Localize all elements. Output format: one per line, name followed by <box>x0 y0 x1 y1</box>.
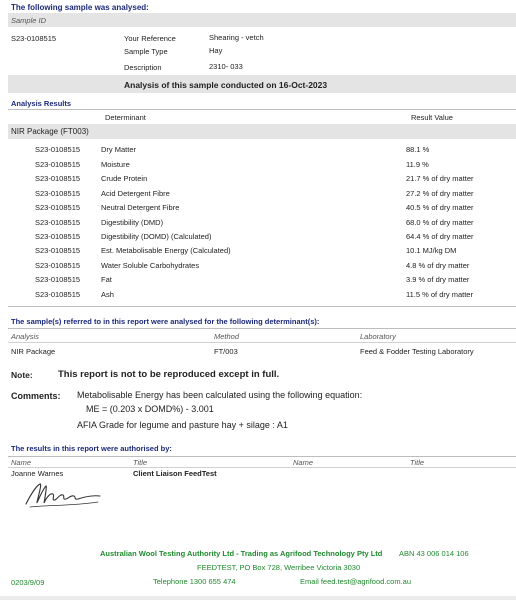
method-analysis-value: NIR Package <box>11 347 56 356</box>
description-label: Description <box>124 63 162 72</box>
row-sample-id: S23-0108515 <box>35 174 81 183</box>
description-value: 2310- 033 <box>209 62 243 71</box>
row-value: 88.1 % <box>406 145 430 154</box>
row-sample-id: S23-0108515 <box>35 232 81 241</box>
footer-email: Email feed.test@agrifood.com.au <box>300 577 412 586</box>
auth-col-name-2: Name <box>293 458 314 467</box>
col-result-value: Result Value <box>411 113 453 122</box>
row-value: 68.0 % of dry matter <box>406 218 474 227</box>
comments-line-1: Metabolisable Energy has been calculated using the following equation: <box>77 390 363 400</box>
results-bottom-rule <box>8 306 516 307</box>
sample-id-value: S23-0108515 <box>11 34 57 43</box>
table-row <box>0 160 516 174</box>
row-value: 3.9 % of dry matter <box>406 275 470 284</box>
footer-company: Australian Wool Testing Authority Ltd - Trading as Agrifood Technology Pty Ltd <box>100 549 383 558</box>
methods-heading: The sample(s) referred to in this report were analysed for the following determinant(s): <box>11 317 320 326</box>
methods-header-rule <box>8 342 516 343</box>
row-determinant: Moisture <box>101 160 130 169</box>
table-row <box>0 174 516 188</box>
authoriser-name: Joanne Warnes <box>11 469 64 478</box>
auth-col-title-2: Title <box>410 458 425 467</box>
row-determinant: Crude Protein <box>101 174 148 183</box>
note-label: Note: <box>11 370 33 380</box>
row-value: 11.5 % of dry matter <box>406 290 473 299</box>
authoriser-title: Client Liaison FeedTest <box>133 469 217 478</box>
row-sample-id: S23-0108515 <box>35 189 81 198</box>
row-sample-id: S23-0108515 <box>35 261 81 270</box>
table-row <box>0 232 516 246</box>
row-determinant: Neutral Detergent Fibre <box>101 203 180 212</box>
auth-col-title: Title <box>133 458 148 467</box>
row-sample-id: S23-0108515 <box>35 246 81 255</box>
row-sample-id: S23-0108515 <box>35 218 81 227</box>
row-sample-id: S23-0108515 <box>35 290 81 299</box>
row-value: 4.8 % of dry matter <box>406 261 470 270</box>
row-determinant: Est. Metabolisable Energy (Calculated) <box>101 246 231 255</box>
method-laboratory-value: Feed & Fodder Testing Laboratory <box>360 347 474 356</box>
row-determinant: Water Soluble Carbohydrates <box>101 261 200 270</box>
signature-image <box>20 480 106 510</box>
table-row <box>0 145 516 159</box>
sample-id-band <box>8 13 516 27</box>
authorisation-heading: The results in this report were authorised by: <box>11 444 172 453</box>
sample-heading: The following sample was analysed: <box>11 3 149 12</box>
note-text: This report is not to be reproduced except in full. <box>58 369 280 380</box>
row-determinant: Digestibility (DMD) <box>101 218 164 227</box>
sample-type-label: Sample Type <box>124 47 168 56</box>
table-row <box>0 275 516 289</box>
results-heading: Analysis Results <box>11 99 72 108</box>
table-row <box>0 246 516 260</box>
footer-telephone: Telephone 1300 655 474 <box>153 577 236 586</box>
row-determinant: Fat <box>101 275 112 284</box>
row-value: 11.9 % <box>406 160 429 169</box>
row-determinant: Digestibility (DOMD) (Calculated) <box>101 232 212 241</box>
table-row <box>0 218 516 232</box>
col-method: Method <box>214 332 240 341</box>
row-sample-id: S23-0108515 <box>35 203 81 212</box>
table-row <box>0 203 516 217</box>
row-value: 21.7 % of dry matter <box>406 174 474 183</box>
row-sample-id: S23-0108515 <box>35 160 81 169</box>
results-top-rule <box>8 109 516 110</box>
footer-abn: ABN 43 006 014 106 <box>399 549 469 558</box>
col-analysis: Analysis <box>11 332 39 341</box>
comments-line-3: AFIA Grade for legume and pasture hay + silage : A1 <box>77 420 288 430</box>
row-determinant: Ash <box>101 290 114 299</box>
row-determinant: Dry Matter <box>101 145 137 154</box>
package-label: NIR Package (FT003) <box>11 127 89 136</box>
authorisation-header-rule <box>8 467 516 468</box>
your-reference-label: Your Reference <box>124 34 176 43</box>
table-row <box>0 189 516 203</box>
row-sample-id: S23-0108515 <box>35 275 81 284</box>
method-method-value: FT/003 <box>214 347 238 356</box>
authorisation-top-rule <box>8 456 516 457</box>
col-laboratory: Laboratory <box>360 332 396 341</box>
row-determinant: Acid Detergent Fibre <box>101 189 170 198</box>
methods-top-rule <box>8 328 516 329</box>
your-reference-value: Shearing - vetch <box>209 33 264 42</box>
table-row <box>0 290 516 304</box>
comments-line-2: ME = (0.203 x DOMD%) - 3.001 <box>86 404 214 414</box>
auth-col-name: Name <box>11 458 32 467</box>
row-value: 27.2 % of dry matter <box>406 189 474 198</box>
sample-type-value: Hay <box>209 46 223 55</box>
comments-label: Comments: <box>11 391 61 401</box>
row-sample-id: S23-0108515 <box>35 145 81 154</box>
footer-address: FEEDTEST, PO Box 728, Werribee Victoria 3030 <box>197 563 361 572</box>
row-value: 40.5 % of dry matter <box>406 203 474 212</box>
col-determinant: Determinant <box>105 113 146 122</box>
footer-form-code: 0203/9/09 <box>11 578 45 587</box>
analysis-date-text: Analysis of this sample conducted on 16-Oct-2023 <box>124 80 328 90</box>
row-value: 64.4 % of dry matter <box>406 232 474 241</box>
table-row <box>0 261 516 275</box>
row-value: 10.1 MJ/kg DM <box>406 246 457 255</box>
sample-id-label: Sample ID <box>11 16 47 25</box>
